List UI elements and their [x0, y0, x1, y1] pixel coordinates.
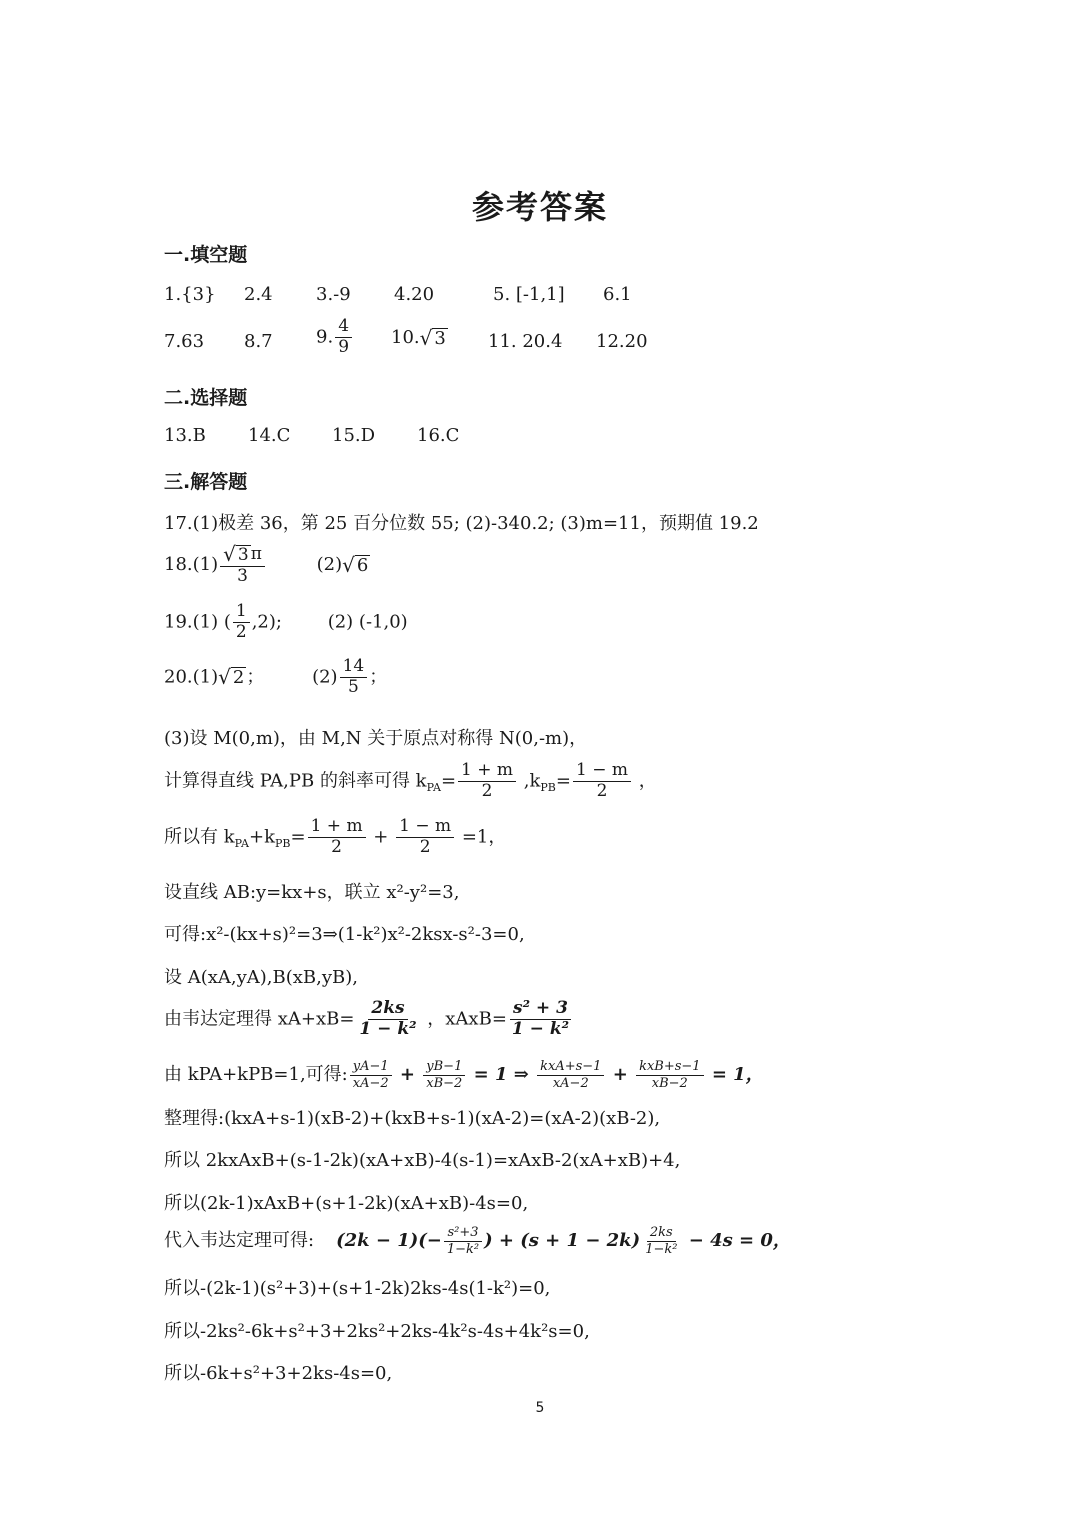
fraction: $\frac{\text{kxA+s−1}}{xA-2}$ — [537, 1060, 604, 1090]
radical-icon: √ — [419, 326, 433, 350]
fraction: $\frac{\text{s²+3}}{\text{1−k²}}$ — [444, 1226, 482, 1256]
answer-19: 19.(1) ( $\frac{1}{2}$ ,2); (2) (-1,0) — [164, 601, 408, 642]
solution-line-12: 代入韦达定理可得: (2k − 1)(− $\frac{\text{s²+3}}{\text{1−k²}}$ ) + (s + 1 − 2k) $\frac{2ks}{\text{1−k²}}$ − 4s = 0， — [164, 1225, 791, 1257]
fraction: $\frac{2ks}{\text{1−k²}}$ — [645, 1225, 678, 1257]
solution-line-10: 所以 2kxAxB+(s-1-2k)(xA+xB)-4(s-1)=xAxB-2(xA+xB)+4, — [164, 1150, 681, 1171]
answer-13: 13.B — [164, 425, 206, 446]
answer-5: 5. [-1,1] — [493, 284, 565, 305]
solution-line-11: 所以(2k-1)xAxB+(s+1-2k)(xA+xB)-4s=0, — [164, 1193, 529, 1214]
answer-18: 18.(1) √ 3 π 3 (2) √ 6 — [164, 542, 369, 586]
fraction: $\frac{14}{5}$ — [340, 658, 368, 697]
answer-17: 17.(1)极差 36，第 25 百分位数 55; (2)-340.2; (3)m=11，预期值 19.2 — [164, 513, 759, 534]
solution-line-14: 所以-2ks²-6k+s²+3+2ks²+2ks-4k²s-4s+4k²s=0, — [164, 1321, 590, 1342]
answer-20: 20.(1) √ 2 ； (2) $\frac{14}{5}$ ； — [164, 656, 388, 697]
page-title: 参考答案 — [471, 188, 608, 226]
answer-7: 7.63 — [164, 331, 205, 352]
section-fill-blank: 一.填空题 — [164, 244, 248, 266]
fraction: $\frac{4}{9}$ — [335, 318, 352, 357]
page-number: 5 — [535, 1400, 545, 1416]
fraction: $\frac{1 - m}{2}$ — [573, 762, 631, 801]
fraction: $\frac{\text{kxB+s−1}}{xB-2}$ — [636, 1060, 704, 1090]
radical-icon: √ — [223, 542, 236, 566]
sqrt: √ 2 — [218, 665, 245, 690]
answer-16: 16.C — [417, 425, 460, 446]
radical-icon: √ — [218, 665, 231, 690]
fraction: $\frac{\text{s² + 3}}{\text{1 − k²}}$ — [511, 998, 570, 1039]
fraction: $\frac{1 + m}{2}$ — [308, 818, 366, 857]
solution-line-9: 整理得:(kxA+s-1)(xB-2)+(kxB+s-1)(xA-2)=(xA-2)(xB-2), — [164, 1108, 661, 1129]
solution-line-13: 所以-(2k-1)(s²+3)+(s+1-2k)2ks-4s(1-k²)=0, — [164, 1278, 551, 1299]
answer-2: 2.4 — [244, 284, 273, 305]
fraction: $\frac{1 - m}{2}$ — [396, 818, 454, 857]
fraction: $\frac{yB-1}{xB-2}$ — [423, 1060, 465, 1090]
fraction: $\frac{1}{2}$ — [233, 603, 250, 642]
answer-15: 15.D — [332, 425, 376, 446]
section-solve: 三.解答题 — [164, 471, 248, 493]
answer-9: 9. $\frac{4}{9}$ — [316, 318, 354, 357]
radical-icon: √ — [342, 552, 355, 577]
fraction: $\frac{2ks}{\text{1 − k²}}$ — [359, 998, 417, 1039]
solution-line-8: 由 kPA+kPB=1,可得: $\frac{yA-1}{xA-2}$ + $\frac{yB-1}{xB-2}$ = 1 ⇒ $\frac{\text{kxA+s−1}}{xA-2}$ + $\frac{\text{kxB+s−1}}{xB-2}$ = 1， — [164, 1059, 764, 1091]
solution-line-3: 所以有 $k_{PA}+k_{PB}=$ $\frac{1 + m}{2}$ + $\frac{1 - m}{2}$ =1， — [164, 816, 507, 857]
solution-line-15: 所以-6k+s²+3+2ks-4s=0, — [164, 1363, 393, 1384]
solution-line-4: 设直线 AB:y=kx+s，联立 x²-y²=3, — [164, 882, 460, 903]
answer-3: 3.-9 — [316, 284, 351, 305]
fraction: $\frac{1 + m}{2}$ — [458, 762, 516, 801]
answer-8: 8.7 — [244, 331, 273, 352]
solution-line-2: 计算得直线 PA,PB 的斜率可得 $k_{PA}=$ $\frac{1 + m}{2}$ $,k_{PB}=$ $\frac{1 - m}{2}$ ， — [164, 760, 657, 801]
answer-10: 10. √ 3 — [391, 326, 446, 350]
sqrt: √ 3 — [419, 326, 446, 350]
answer-6: 6.1 — [603, 284, 632, 305]
answer-1: 1.{3} — [164, 284, 216, 305]
answer-12: 12.20 — [596, 331, 648, 352]
fraction: √ 3 π 3 — [220, 544, 265, 586]
solution-line-6: 设 A(xA,yA),B(xB,yB), — [164, 967, 359, 988]
solution-line-7: 由韦达定理得 xA+xB= $\frac{2ks}{\text{1 − k²}}$ ，xAxB= $\frac{\text{s² + 3}}{\text{1 − k²}}$ — [164, 1000, 574, 1039]
fraction: $\frac{yA-1}{xA-2}$ — [350, 1060, 392, 1090]
answer-4: 4.20 — [394, 284, 435, 305]
solution-line-5: 可得:x²-(kx+s)²=3⇒(1-k²)x²-2ksx-s²-3=0, — [164, 924, 525, 945]
answer-11: 11. 20.4 — [488, 331, 563, 352]
answer-14: 14.C — [248, 425, 291, 446]
solution-line-1: (3)设 M(0,m)，由 M,N 关于原点对称得 N(0,-m)， — [164, 728, 588, 749]
section-choice: 二.选择题 — [164, 387, 248, 409]
sqrt: √ 6 — [342, 552, 369, 577]
